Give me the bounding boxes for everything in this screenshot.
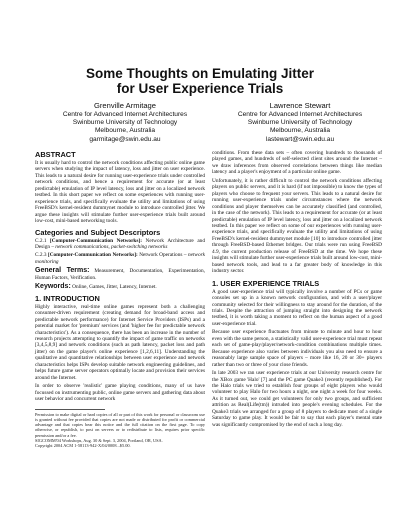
category-italic: network monitoring [35, 252, 206, 265]
categories-heading: Categories and Subject Descriptors [35, 227, 161, 237]
author-block-1 [40, 101, 210, 144]
paper-title-line-2: for User Experience Trials [116, 81, 284, 96]
keywords [35, 284, 205, 290]
author-name: Grenville Armitage [93, 101, 157, 110]
category-italic: network communications, packet-switching networks [53, 243, 168, 250]
category-text: Network Operations – [137, 252, 187, 259]
introduction-heading: 1. INTRODUCTION [35, 293, 100, 303]
author-affiliation: Centre for Advanced Internet Architectures [62, 110, 188, 118]
body-paragraph-1: conditions. From these data sets – often covering hundreds to thousands of played games, and hundreds of self-selected client sites around the Internet – we draw inferences from observed correlations between things like median latency and a player's enjoyment of a particular online game. [212, 150, 382, 176]
abstract-heading: ABSTRACT [35, 150, 76, 159]
abstract-text: It is usually hard to control the network conditions affecting public online game servers when studying the impact of latency, loss and jitter on user experience. This leads to a natural desire for running user-experience trials under controlled network conditions, and hence a requirement for accurate (or at least predictable) emulation of IP level latency, loss and jitter on a localized network testbed. In this short paper we reflect on some experiences with running user-experience trials, and specifically evaluate the utility and limitations of using FreeBSD's kernel-resident dummynet module to introduce controlled jitter. We argue these insights will stimulate further user-experience trials built around low-cost, mini-based networking tools. [35, 160, 205, 225]
author-location: Melbourne, Australia [94, 127, 156, 135]
keywords-heading: Keywords: [35, 283, 71, 291]
author-university: Swinburne University of Technology [72, 118, 178, 126]
body-paragraph-5: In late 2003 we ran user experience trials at our University research centre for the XBox game 'Halo' [7] and the PC game Quake3 (recently republished). For the Halo trials we tried to establish four groups of eight players who would volunteer to play Halo for two hours a night, one night a week for four weeks. As it turned out, we could get volunteers for only two groups, and sufficient attrition as Real(Life(tm)) intruded into people's evening schedules. For the Quake3 trials we arranged for a group of 8 players to dedicate most of a single Saturday to game play. It would be fair to say that each player's mental state was significantly compromised by the end of such a long day. [212, 370, 382, 428]
category-item-1 [35, 238, 205, 251]
introduction-paragraph-2: In order to observe 'realistic' game playing conditions, many of us have focussed on instrumenting public, online game servers and gathering data about user behavior and concurrent network [35, 383, 205, 403]
author-block-2 [215, 101, 385, 144]
general-terms-heading: General Terms: [35, 267, 90, 275]
author-name: Lawrence Stewart [269, 101, 331, 110]
body-paragraph-4: Because user experience fluctuates from minute to minute and hour to hour even with the same person, a statistically valid user-experience trial must repeat each set of game-play/player/network-condition combinations multiple times. Because experience also varies between individuals you also need to ensure a reasonably large sample space of players – more like 16, 20 or 30+ players rather than two or three of your close friends. [212, 329, 382, 368]
category-bold: [Computer-Communication Networks]: [50, 237, 142, 244]
author-email[interactable]: lastewart@swin.edu.au [265, 135, 335, 143]
introduction-paragraph-1: Highly interactive, real-time online games represent both a challenging consumer-driven requirement (creating demand for broad-band access and predictable network performance) for Internet Service Providers (ISPs) and a potential market for 'premium' services (and 'higher fee for predictable network characteristics'). As a consequence, there has been an increase in the number of research projects attempting to quantify the impact of game traffic on networks [3,4,5,8,9] and network conditions (such as path latency, packet loss and path jitter) on the game player's online experience [1,2,6,11]. Understanding the qualitative and quantitative relationships between user experience and network characteristics helps ISPs develop suitable network engineering guidelines, and helps future game server operators optimally locate and provision their services around the Internet. [35, 303, 205, 381]
paper-title-line-1: Some Thoughts on Emulating Jitter [85, 66, 314, 81]
left-column [35, 150, 205, 449]
copyright-notice [35, 412, 205, 449]
general-terms-text: Measurement, Documentation, Experimentation, Human Factors, Verification. [35, 268, 205, 281]
category-code: C.2.1 [35, 237, 47, 244]
section-heading: 1. USER EXPERIENCE TRIALS [212, 278, 320, 288]
general-terms [35, 268, 205, 281]
right-column [212, 150, 382, 430]
category-code: C.2.3 [35, 252, 47, 259]
author-university: Swinburne University of Technology [247, 118, 353, 126]
body-paragraph-2: Unfortunately, it is rather difficult to control the network conditions affecting players on public servers, and it is hard (if not impossible) to know the types of players who choose to frequent your servers. This leads to a natural desire for running user-experience trials under circumstances where the network conditions and player themselves can be accurately classified (and controlled, in the case of the network). This leads to a requirement for accurate (or at least predictable) emulation of IP level latency, loss and jitter on a localized network testbed. In this paper we reflect on some of our experiences with running user-experience trials, and specifically evaluate the utility and limitations of using FreeBSD's kernel-resident dummynet module [10] to introduce controlled jitter through FreeBSD-based Ethernet bridges. Our trials were run using FreeBSD 4.9, the current production release of FreeBSD at the time. We hope these insights will stimulate further user-experience trials built around low-cost, mini-based network tools, and lead to a far greater body of knowledge in this industry sector. [212, 177, 382, 275]
author-location: Melbourne, Australia [269, 127, 331, 135]
keywords-text: Online, Games, Jitter, Latency, Internet. [70, 284, 157, 291]
author-affiliation: Centre for Advanced Internet Architectures [237, 110, 363, 118]
copyright-text: Permission to make digital or hard copies of all or part of this work for personal or classroom use is granted without fee provided that copies are not made or distributed for profit or commercial advantage and that copies bear this notice and the full citation on the first page. To copy otherwise, or republish, to post on servers or to redistribute to lists, requires prior specific permission and/or a fee. SIGCOMM'04 Workshops, Aug. 30 & Sept. 3, 2004, Portland, OR, USA. Copyright 2004 ACM 1-58113-942-X/04/0008...$5.00. [35, 411, 205, 449]
author-email[interactable]: garmitage@swin.edu.au [89, 135, 161, 143]
category-item-2 [35, 252, 205, 265]
body-paragraph-3: A good user-experience trial will typically involve a number of PCs or game consoles set up in a known network configuration, and with a user/player community selected for their willingness to stay around for the duration, of the trials. Despite the attraction of jumping straight into designing the network testbed, it is worth taking a moment to reflect on the human aspect of a good user-experience trial. [212, 288, 382, 327]
category-bold: [Computer-Communication Networks]: [47, 252, 138, 259]
category-text: Network Architecture and Design – [35, 237, 205, 250]
footnote-divider [35, 409, 105, 410]
